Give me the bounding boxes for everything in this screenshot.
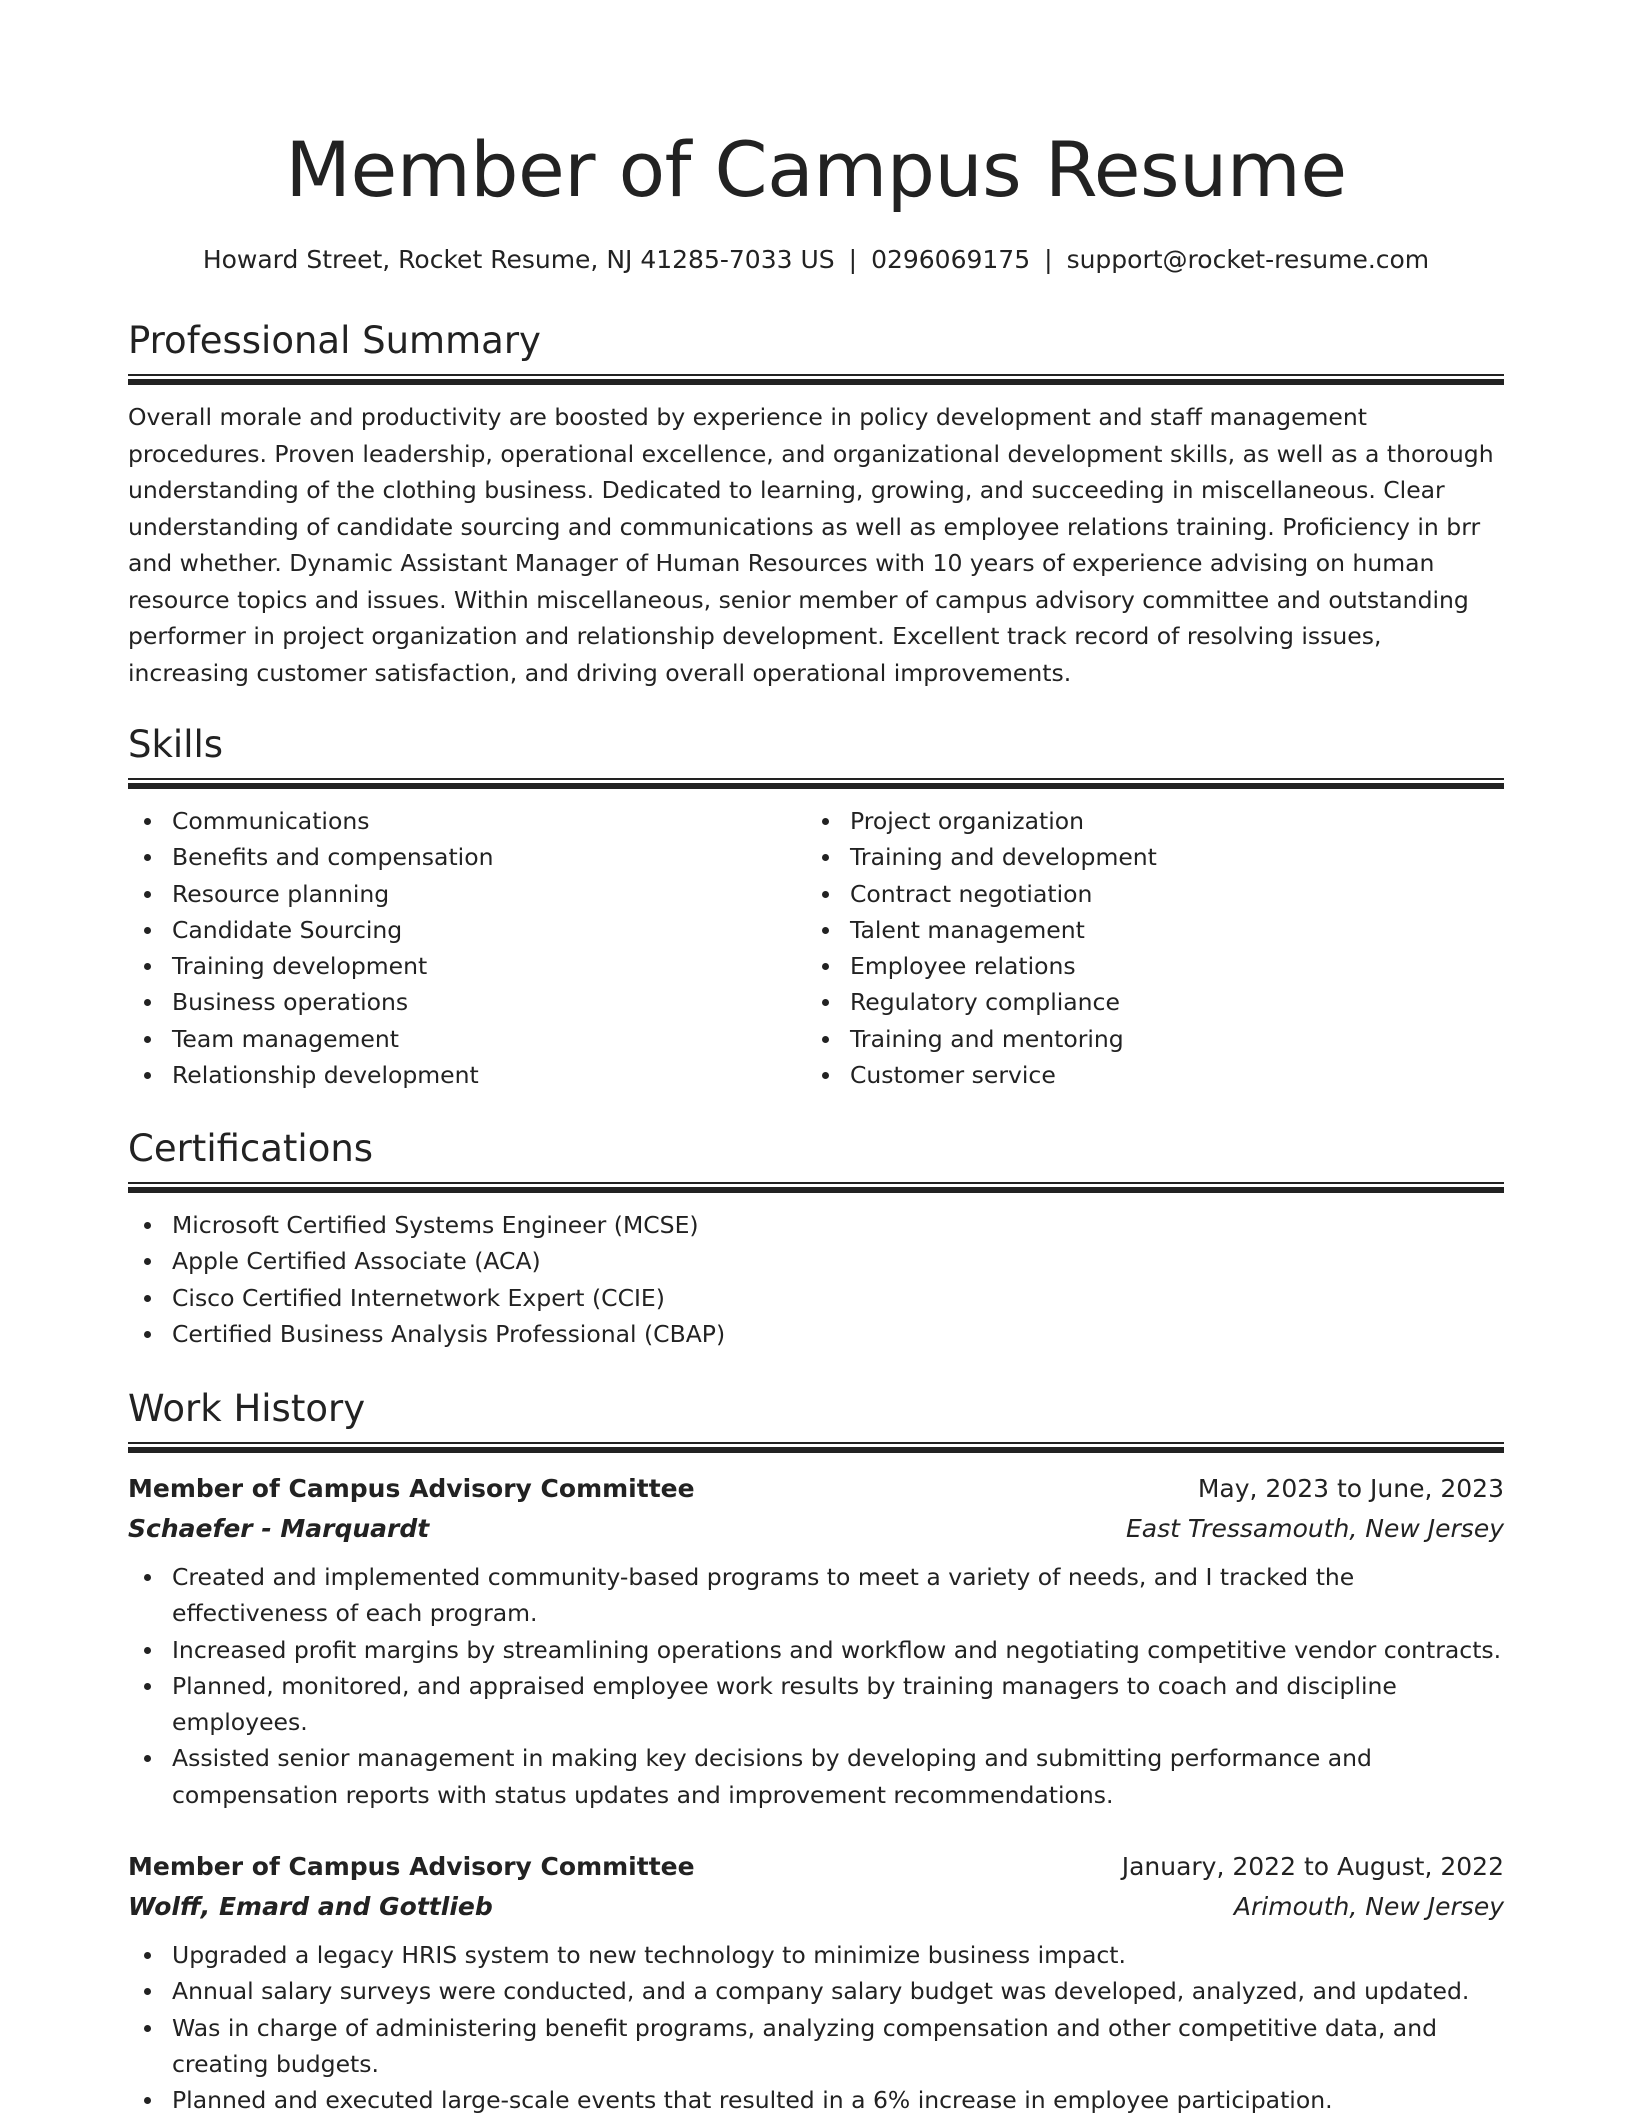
certifications-list (128, 1207, 1504, 1352)
contact-line (128, 244, 1504, 276)
job-subheader (128, 1887, 1504, 1927)
job-bullets (128, 1937, 1504, 2118)
section-professional-summary (128, 318, 1504, 691)
job-bullets (128, 1559, 1504, 1813)
list-item: Talent management (806, 912, 1484, 948)
job-title: Member of Campus Advisory Committee (128, 1474, 695, 1503)
section-title: Professional Summary (128, 319, 541, 362)
list-item: Candidate Sourcing (128, 912, 806, 948)
list-item: Contract negotiation (806, 876, 1484, 912)
list-item: Increased profit margins by streamlining operations and workflow and negotiating competitive vendor contracts. (128, 1632, 1504, 1668)
job-header (128, 1847, 1504, 1887)
section-divider (128, 1442, 1504, 1453)
job-header (128, 1469, 1504, 1509)
section-certifications (128, 1126, 1504, 1352)
list-item: Created and implemented community-based programs to meet a variety of needs, and I tracked the effectiveness of each program. (128, 1559, 1504, 1632)
list-item: Business operations (128, 984, 806, 1020)
job-entry (128, 1469, 1504, 1813)
job-entry (128, 1847, 1504, 2118)
resume-title: Member of Campus Resume (285, 125, 1347, 214)
job-location: Arimouth, New Jersey (1233, 1892, 1504, 1922)
job-company: Wolff, Emard and Gottlieb (128, 1892, 493, 1922)
list-item: Planned and executed large-scale events that resulted in a 6% increase in employee participation. (128, 2082, 1504, 2118)
list-item: Communications (128, 803, 806, 839)
list-item: Employee relations (806, 948, 1484, 984)
summary-text: Overall morale and productivity are boosted by experience in policy development and staff management procedures. Proven leadership, operational excellence, and organizational development skills, as well as a thorough understanding of the clothing business. Dedicated to learning, growing, and succeeding in miscellaneous. Clear understanding of candidate sourcing and communications as well as employee relations training. Proficiency in brr and whether. Dynamic Assistant Manager of Human Resources with 10 years of experience advising on human resource topics and issues. Within miscellaneous, senior member of campus advisory committee and outstanding performer in project organization and relationship development. Excellent track record of resolving issues, increasing customer satisfaction, and driving overall operational improvements. (128, 403, 1494, 687)
list-item: Team management (128, 1021, 806, 1057)
list-item: Planned, monitored, and appraised employee work results by training managers to coach and discipline employees. (128, 1668, 1504, 1741)
contact-separator: | (1044, 245, 1053, 274)
job-dates: May, 2023 to June, 2023 (1197, 1474, 1504, 1503)
section-divider (128, 778, 1504, 789)
job-location: East Tressamouth, New Jersey (1126, 1514, 1504, 1543)
list-item: Cisco Certified Internetwork Expert (CCIE) (128, 1280, 1504, 1316)
list-item: Relationship development (128, 1057, 806, 1093)
section-divider (128, 374, 1504, 385)
list-item: Benefits and compensation (128, 839, 806, 875)
list-item: Apple Certified Associate (ACA) (128, 1243, 1504, 1279)
resume-page (128, 0, 1504, 2115)
list-item: Regulatory compliance (806, 984, 1484, 1020)
contact-email[interactable]: support@rocket-resume.com (1066, 245, 1430, 274)
list-item: Training development (128, 948, 806, 984)
list-item: Project organization (806, 803, 1484, 839)
section-title: Work History (128, 1387, 366, 1430)
skills-list-left (128, 803, 806, 1093)
list-item: Annual salary surveys were conducted, and a company salary budget was developed, analyzed, and updated. (128, 1973, 1504, 2009)
job-subheader (128, 1509, 1504, 1549)
contact-phone: 0296069175 (871, 245, 1031, 274)
skills-list-right (806, 803, 1484, 1093)
list-item: Customer service (806, 1057, 1484, 1093)
job-dates: January, 2022 to August, 2022 (1121, 1852, 1504, 1882)
list-item: Training and mentoring (806, 1021, 1484, 1057)
contact-separator: | (848, 245, 858, 274)
section-title: Skills (128, 723, 224, 766)
skills-columns (128, 803, 1504, 1093)
list-item: Was in charge of administering benefit programs, analyzing compensation and other competitive data, and creating budgets. (128, 2010, 1504, 2083)
list-item: Certified Business Analysis Professional (CBAP) (128, 1316, 1504, 1352)
list-item: Training and development (806, 839, 1484, 875)
contact-address: Howard Street, Rocket Resume, NJ 41285-7033 US (202, 245, 835, 274)
job-title: Member of Campus Advisory Committee (128, 1852, 695, 1882)
list-item: Resource planning (128, 876, 806, 912)
list-item: Upgraded a legacy HRIS system to new technology to minimize business impact. (128, 1937, 1504, 1973)
list-item: Microsoft Certified Systems Engineer (MCSE) (128, 1207, 1504, 1243)
job-company: Schaefer - Marquardt (128, 1514, 430, 1543)
section-title: Certifications (128, 1127, 374, 1170)
section-work-history (128, 1386, 1504, 2119)
section-divider (128, 1182, 1504, 1193)
list-item: Assisted senior management in making key decisions by developing and submitting performance and compensation reports with status updates and improvement recommendations. (128, 1740, 1504, 1813)
section-skills (128, 722, 1504, 1093)
